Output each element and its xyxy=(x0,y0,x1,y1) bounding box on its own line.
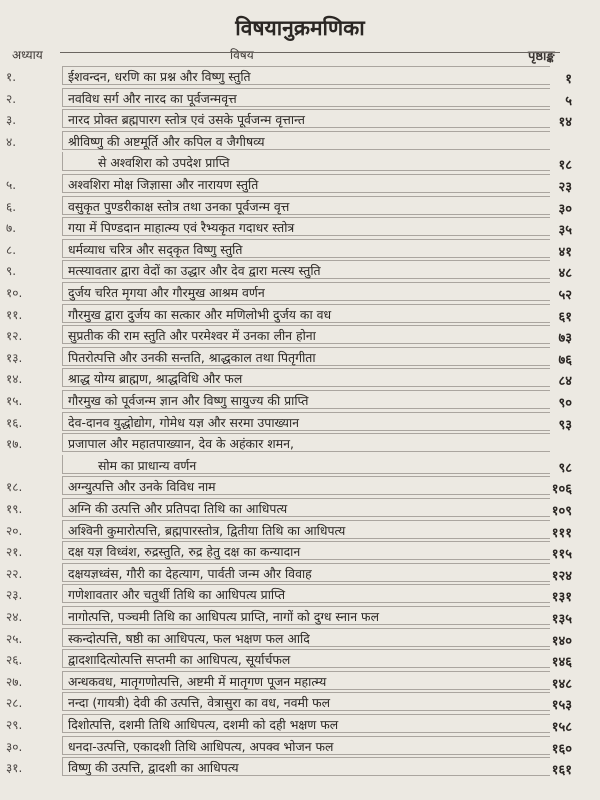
chapter-number: ३१. xyxy=(6,761,23,776)
chapter-title: नन्दा (गायत्री) देवी की उत्पत्ति, वेत्रासुरा का वध, नवमी फल xyxy=(68,695,331,711)
page-number: २३ xyxy=(558,180,572,195)
page-number: १ xyxy=(565,72,572,87)
page-number: १०९ xyxy=(551,504,572,519)
chapter-number: २३. xyxy=(6,588,23,603)
page-number: १११ xyxy=(551,525,572,541)
chapter-number: २४. xyxy=(6,610,23,624)
page-number: ४१ xyxy=(558,244,572,260)
chapter-title: धर्मव्याध चरित्र और सद्कृत विष्णु स्तुति xyxy=(68,241,243,257)
chapter-title: दुर्जय चरित मृगया और गौरमुख आश्रम वर्णन xyxy=(68,285,265,300)
chapter-title-continued: सोम का प्राधान्य वर्णन xyxy=(98,457,197,473)
page-number: ११५ xyxy=(551,547,572,563)
page-title: विषयानुक्रमणिका xyxy=(235,16,365,40)
chapter-number: ५. xyxy=(6,178,17,192)
chapter-title: दिशोत्पत्ति, दशमी तिथि आधिपत्य, दशमी को दही भक्षण फल xyxy=(68,717,339,732)
chapter-number: १६. xyxy=(6,415,23,430)
page-number: १५८ xyxy=(551,720,572,735)
page-number: १६० xyxy=(551,741,572,757)
page-number: १४८ xyxy=(551,676,572,692)
chapter-number: ८. xyxy=(6,242,17,257)
chapter-title: अग्न्युत्पत्ति और उनके विविध नाम xyxy=(68,479,216,495)
chapter-number: २८. xyxy=(6,696,23,711)
header-rule xyxy=(60,52,560,53)
chapter-number: २. xyxy=(6,91,17,106)
chapter-title-continued: से अश्वशिरा को उपदेश प्राप्ति xyxy=(98,155,230,171)
chapter-number: ४. xyxy=(6,134,17,149)
chapter-title: गौरमुख को पूर्वजन्म ज्ञान और विष्णु सायुज्य की प्राप्ति xyxy=(68,393,309,408)
page-number: ३० xyxy=(558,201,572,217)
chapter-title: विष्णु की उत्पत्ति, द्वादशी का आधिपत्य xyxy=(68,760,239,776)
chapter-title: गया में पिण्डदान माहात्म्य एवं रैभ्यकृत गदाधर स्तोत्र xyxy=(68,220,295,236)
page-number: ३५ xyxy=(558,223,572,239)
chapter-number: १४. xyxy=(6,372,23,387)
chapter-number: १९. xyxy=(6,502,23,516)
page-number: १३५ xyxy=(551,612,572,627)
chapter-title: मत्स्यावतार द्वारा वेदों का उद्धार और देव द्वारा मत्स्य स्तुति xyxy=(68,263,321,279)
page-number: १४० xyxy=(551,633,572,649)
chapter-title: नवविध सर्ग और नारद का पूर्वजन्मवृत्त xyxy=(68,90,237,106)
chapter-title: दक्ष यज्ञ विध्वंश, रुद्रस्तुति, रुद्र हेतु दक्ष का कन्यादान xyxy=(68,544,301,560)
page-number: १४ xyxy=(558,115,572,131)
chapter-title: दक्षयज्ञध्वंस, गौरी का देहत्याग, पार्वती जन्म और विवाह xyxy=(68,565,312,581)
chapter-title: गणेशावतार और चतुर्थी तिथि का आधिपत्य प्राप्ति xyxy=(68,587,286,603)
page-number: ९० xyxy=(558,396,572,411)
chapter-title: स्कन्दोत्पत्ति, षष्ठी का आधिपत्य, फल भक्षण फल आदि xyxy=(68,630,310,646)
chapter-title: नारद प्रोक्त ब्रह्मपारग स्तोत्र एवं उसके पूर्वजन्म वृत्तान्त xyxy=(68,112,305,128)
chapter-number: ६. xyxy=(6,199,17,214)
chapter-title: अश्वशिरा मोक्ष जिज्ञासा और नारायण स्तुति xyxy=(68,177,259,192)
column-header-page: पृष्ठाङ्क xyxy=(528,49,555,64)
chapter-number: १३. xyxy=(6,350,23,365)
chapter-title: प्रजापाल और महातपाख्यान, देव के अहंकार शमन, xyxy=(68,436,294,452)
page-number: १०६ xyxy=(551,482,572,498)
page-number: ७३ xyxy=(558,331,572,347)
chapter-number: ७. xyxy=(6,221,17,236)
chapter-number: २२. xyxy=(6,566,23,581)
chapter-title: अग्नि की उत्पत्ति और प्रतिपदा तिथि का आधिपत्य xyxy=(68,501,288,516)
chapter-number: ३०. xyxy=(6,739,23,754)
chapter-title: श्राद्ध योग्य ब्राह्मण, श्राद्धविधि और फल xyxy=(68,371,243,387)
chapter-title: धनदा-उत्पत्ति, एकादशी तिथि आधिपत्य, अपक्व भोजन फल xyxy=(68,738,334,754)
page-number: १४६ xyxy=(551,655,572,671)
page-number: १२४ xyxy=(551,568,572,584)
chapter-number: २०. xyxy=(6,523,23,538)
page-number: ९३ xyxy=(558,417,572,433)
chapter-number: १५. xyxy=(6,394,23,408)
chapter-title: अश्विनी कुमारोत्पत्ति, ब्रह्मपारस्तोत्र, द्वितीया तिथि का आधिपत्य xyxy=(68,522,346,538)
page-number: ४८ xyxy=(558,266,572,282)
page-number: १५३ xyxy=(551,698,572,714)
page-number: १३१ xyxy=(551,590,572,606)
chapter-title: श्रीविष्णु की अष्टमूर्ति और कपिल व जैगीषव्य xyxy=(68,133,265,149)
chapter-title: सुप्रतीक की राम स्तुति और परमेश्वर में उनका लीन होना xyxy=(68,328,316,344)
chapter-number: २७. xyxy=(6,674,23,689)
chapter-number: १७. xyxy=(6,437,23,452)
chapter-number: २५. xyxy=(6,631,23,646)
chapter-number: २६. xyxy=(6,653,23,668)
chapter-title: वसुकृत पुण्डरीकाक्ष स्तोत्र तथा उनका पूर्वजन्म वृत्त xyxy=(68,198,290,214)
page-number: ७६ xyxy=(558,352,572,368)
chapter-number: २९. xyxy=(6,718,23,732)
chapter-number: १८. xyxy=(6,480,23,495)
page-number: ९८ xyxy=(558,460,572,476)
page-number: ८४ xyxy=(558,374,572,390)
page-number: ५ xyxy=(565,93,572,109)
chapter-title: अन्धकवध, मातृगणोत्पत्ति, अष्टमी में मातृगण पूजन महात्म्य xyxy=(68,673,327,689)
chapter-number: ११. xyxy=(6,307,23,322)
chapter-title: देव-दानव युद्धोद्योग, गोमेध यज्ञ और सरमा उपाख्यान xyxy=(68,414,300,430)
page-number: १६१ xyxy=(551,763,572,779)
chapter-number: ९. xyxy=(6,264,17,279)
page-number: १८ xyxy=(558,158,572,174)
chapter-number: १०. xyxy=(6,286,23,300)
chapter-title: ईशवन्दन, धरणि का प्रश्न और विष्णु स्तुति xyxy=(68,69,251,84)
chapter-number: १२. xyxy=(6,329,23,344)
chapter-number: २१. xyxy=(6,545,23,560)
chapter-title: द्वादशादित्योत्पत्ति सप्तमी का आधिपत्य, सूर्यार्चफल xyxy=(68,652,291,668)
chapter-title: पितरोत्पत्ति और उनकी सन्तति, श्राद्धकाल तथा पितृगीता xyxy=(68,349,316,365)
page-number: ५२ xyxy=(558,288,572,303)
chapter-number: १. xyxy=(6,70,17,84)
column-header-chapter: अध्याय xyxy=(12,48,43,62)
chapter-title: नागोत्पत्ति, पञ्चमी तिथि का आधिपत्य प्राप्ति, नागों को दुग्ध स्नान फल xyxy=(68,609,379,624)
column-header-subject: विषय xyxy=(230,48,254,62)
page-number: ६१ xyxy=(558,309,572,325)
chapter-number: ३. xyxy=(6,113,17,128)
chapter-title: गौरमुख द्वारा दुर्जय का सत्कार और मणिलोभी दुर्जय का वध xyxy=(68,306,332,322)
